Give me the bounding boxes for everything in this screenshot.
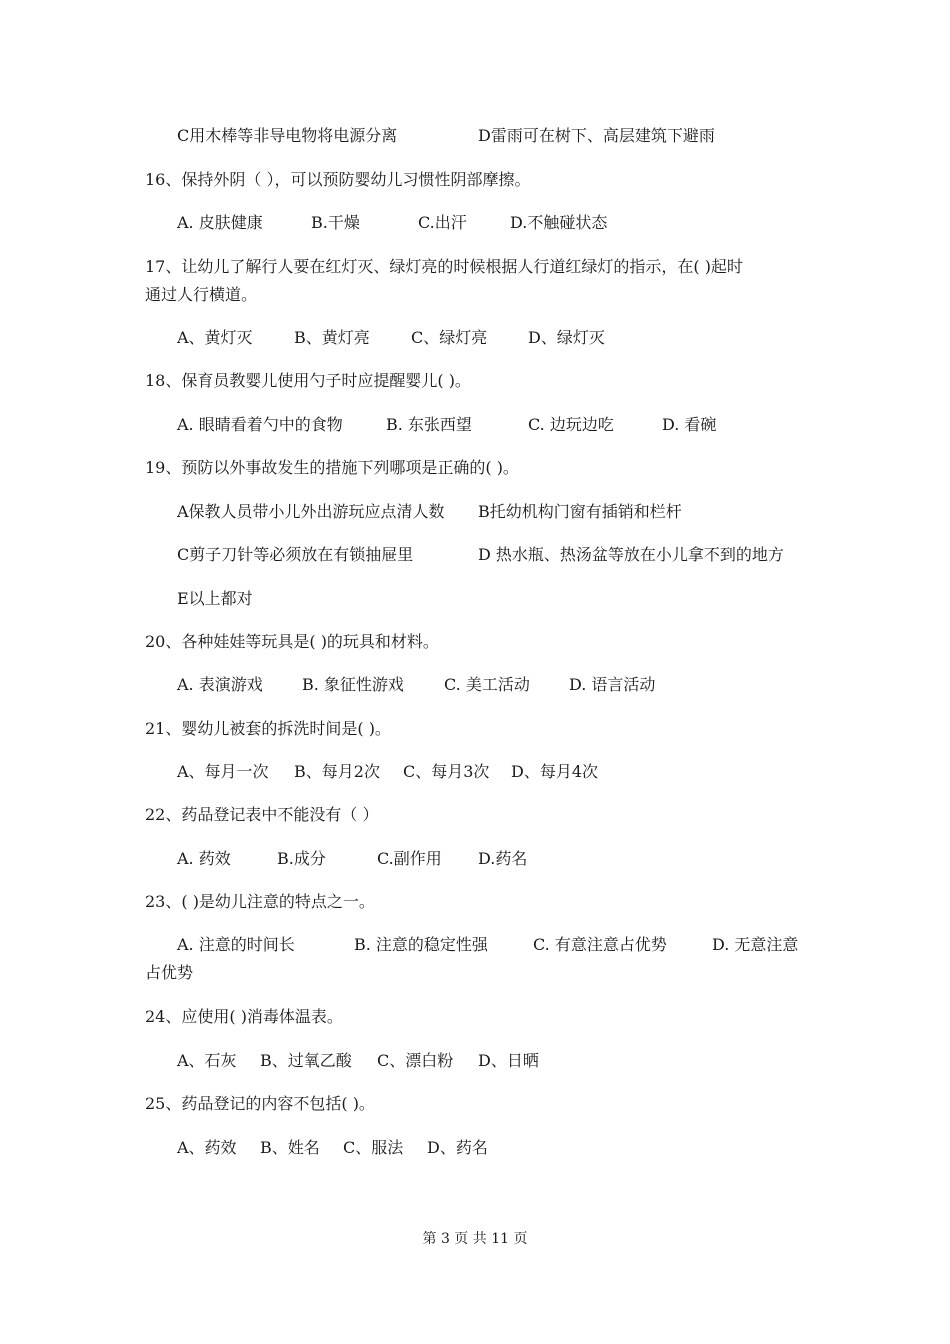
question-18: 18、保育员教婴儿使用勺子时应提醒婴儿( )。 (145, 371, 471, 390)
q25-option-c: C、服法 (343, 1138, 404, 1157)
q22-option-b: B.成分 (277, 849, 326, 868)
q17-option-a: A、黄灯灭 (177, 328, 253, 347)
question-17: 17、让幼儿了解行人要在红灯灭、绿灯亮的时候根据人行道红绿灯的指示，在( )起时 (145, 257, 743, 276)
q25-option-b: B、姓名 (260, 1138, 320, 1157)
q20-option-d: D. 语言活动 (569, 675, 656, 694)
q20-option-c: C. 美工活动 (444, 675, 530, 694)
question-17-cont: 通过人行横道。 (145, 285, 258, 304)
q20-option-a: A. 表演游戏 (177, 675, 263, 694)
q18-option-c: C. 边玩边吃 (528, 415, 614, 434)
option-c: C用木棒等非导电物将电源分离 (177, 126, 398, 145)
q25-option-a: A、药效 (177, 1138, 237, 1157)
q23-option-d-cont: 占优势 (145, 963, 194, 982)
q23-option-c: C. 有意注意占优势 (533, 935, 667, 954)
q24-option-c: C、漂白粉 (377, 1051, 454, 1070)
q20-option-b: B. 象征性游戏 (302, 675, 404, 694)
q16-option-c: C.出汗 (418, 213, 467, 232)
question-24: 24、应使用( )消毒体温表。 (145, 1007, 343, 1026)
q21-option-b: B、每月2次 (294, 762, 380, 781)
q17-option-b: B、黄灯亮 (294, 328, 370, 347)
q19-option-d: D 热水瓶、热汤盆等放在小儿拿不到的地方 (478, 545, 784, 564)
q23-option-b: B. 注意的稳定性强 (354, 935, 488, 954)
q16-option-b: B.干燥 (311, 213, 360, 232)
q21-option-c: C、每月3次 (403, 762, 490, 781)
q24-option-b: B、过氧乙酸 (260, 1051, 352, 1070)
q16-option-a: A. 皮肤健康 (177, 213, 263, 232)
q24-option-d: D、日晒 (478, 1051, 539, 1070)
q22-option-d: D.药名 (478, 849, 528, 868)
question-16: 16、保持外阴（ ），可以预防婴幼儿习惯性阴部摩擦。 (145, 170, 531, 189)
question-20: 20、各种娃娃等玩具是( )的玩具和材料。 (145, 632, 439, 651)
question-23: 23、( )是幼儿注意的特点之一。 (145, 892, 375, 911)
question-25: 25、药品登记的内容不包括( )。 (145, 1094, 375, 1113)
q18-option-d: D. 看碗 (662, 415, 717, 434)
question-22: 22、药品登记表中不能没有（ ） (145, 805, 379, 824)
q22-option-c: C.副作用 (377, 849, 442, 868)
option-d: D雷雨可在树下、高层建筑下避雨 (478, 126, 715, 145)
q21-option-d: D、每月4次 (511, 762, 599, 781)
q24-option-a: A、石灰 (177, 1051, 237, 1070)
q16-option-d: D.不触碰状态 (510, 213, 608, 232)
q23-option-d: D. 无意注意 (712, 935, 799, 954)
q19-option-b: B托幼机构门窗有插销和栏杆 (478, 502, 682, 521)
q22-option-a: A. 药效 (177, 849, 231, 868)
q19-option-a: A保教人员带小儿外出游玩应点清人数 (177, 502, 445, 521)
q19-option-c: C剪子刀针等必须放在有锁抽屉里 (177, 545, 414, 564)
q19-option-e: E以上都对 (177, 589, 253, 608)
q18-option-a: A. 眼睛看着勺中的食物 (177, 415, 343, 434)
q18-option-b: B. 东张西望 (386, 415, 472, 434)
q21-option-a: A、每月一次 (177, 762, 269, 781)
question-21: 21、婴幼儿被套的拆洗时间是( )。 (145, 719, 391, 738)
question-19: 19、预防以外事故发生的措施下列哪项是正确的( )。 (145, 458, 519, 477)
q23-option-a: A. 注意的时间长 (177, 935, 295, 954)
q17-option-c: C、绿灯亮 (411, 328, 488, 347)
q25-option-d: D、药名 (427, 1138, 488, 1157)
page-number: 第 3 页 共 11 页 (422, 1231, 528, 1247)
q17-option-d: D、绿灯灭 (528, 328, 605, 347)
